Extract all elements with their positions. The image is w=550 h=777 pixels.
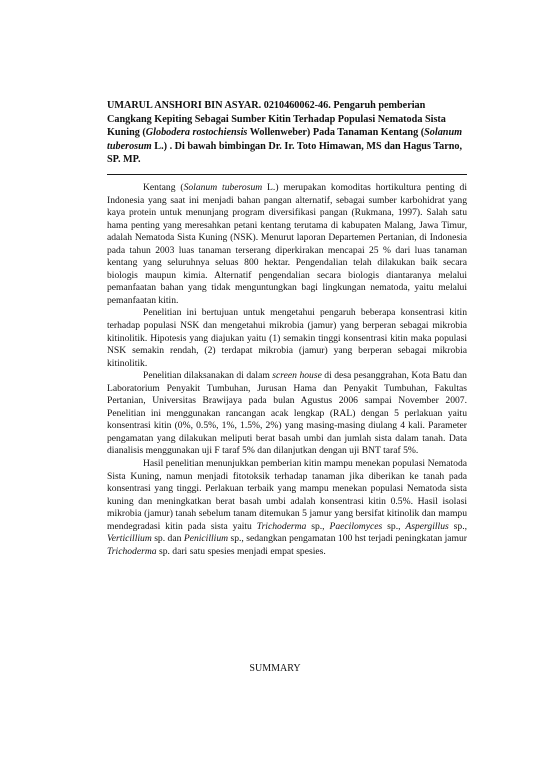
thesis-title-part: Pengaruh pemberian Cangkang Kepiting Sebagai Sumber Kitin Terhadap Populasi Nematoda Sista Kuning (	[107, 100, 446, 139]
abstract-body	[107, 182, 467, 558]
abstract-paragraph-2: Penelitian ini bertujuan untuk mengetahui pengaruh beberapa konsentrasi kitin terhadap populasi NSK dan mengetahui mikrobia (jamur) yang berperan sebagai mikrobia kitinolitik. Hipotesis yang diajukan yaitu (1) semakin tinggi konsentrasi kitin maka populasi NSK semakin rendah, (2) terdapat mikrobia (jamur) yang berperan sebagai mikrobia kitinolitik.	[107, 307, 467, 369]
thesis-title-part: L.) . Di bawah bimbingan Dr. Ir. Toto Himawan, MS dan Hagus Tarno, SP. MP.	[107, 140, 463, 166]
species-name: Paecilomyces	[329, 520, 383, 532]
species-name: Globodera rostochiensis	[145, 127, 248, 139]
abstract-header	[107, 99, 467, 167]
abstract-paragraph-4	[107, 458, 467, 558]
abstract-paragraph-1	[107, 182, 467, 307]
text-run: Hasil penelitian menunjukkan pemberian kitin mampu menekan populasi Nematoda Sista Kuning, namun menjadi fitotoksik terhadap tanaman jika diberikan ke tanah pada konsentrasi yang tinggi. Perlakuan terbaik yang mampu menekan populasi Nematoda sista kuning dan meningkatkan berat basah umbi adalah konsentrasi kitin 0.5%. Hasil isolasi mikrobia (jamur) tanah sebelum tanam ditemukan 5 jamur yang bersifat kitinolik dan mampu mendegradasi kitin pada sista yaitu	[107, 458, 467, 532]
text-run: sp., sedangkan pengamatan 100 hst terjadi peningkatan jamur	[228, 533, 467, 545]
text-run: sp. dan	[151, 533, 184, 545]
abstract-paragraph-3	[107, 370, 467, 458]
text-run: sp.,	[382, 520, 406, 532]
text-run: L.) merupakan komoditas hortikultura penting di Indonesia yang saat ini menjadi bahan pangan alternatif, sebagai sumber karbohidrat yang kaya protein untuk menunjang program diversifikasi pangan (Rukmana, 1997). Salah satu hama penting yang meresahkan petani kentang terutama di kabupaten Malang, Jawa Timur, adalah Nematoda Sista Kuning (NSK). Menurut laporan Departemen Pertanian, di Indonesia pada tahun 2003 luas tanaman terserang diperkirakan mencapai 25 % dari luas tanaman kentang yang seluruhnya seluas 800 hektar. Pengendalian telah dilakukan baik secara biologis maupun kimia. Alternatif pengendalian secara biologis diantaranya melalui pemanfaatan bahan yang tidak menguntungkan bagi lingkungan nematoda, yaitu melalui pemanfaatan kitin.	[107, 181, 467, 306]
species-name: Trichoderma	[256, 520, 307, 532]
species-name: Solanum tuberosum	[107, 127, 463, 152]
text-run: di desa pesanggrahan, Kota Batu dan Laboratorium Penyakit Tumbuhan, Jurusan Hama dan Penyakit Tumbuhan, Fakultas Pertanian, Universitas Brawijaya pada bulan Agustus 2006 sampai November 2007. Penelitian ini menggunakan rancangan acak lengkap (RAL) dengan 5 perlakuan yaitu konsentrasi kitin (0%, 0.5%, 1%, 1.5%, 2%) yang masing-masing diulang 4 kali. Parameter pengamatan yang dilakukan meliputi berat basah umbi dan jumlah sista dalam tanah. Data dianalisis menggunakan uji F taraf 5% dan dilanjutkan dengan uji BNT taraf 5%.	[107, 370, 467, 457]
summary-heading: SUMMARY	[249, 663, 301, 674]
species-name: Solanum tuberosum	[183, 181, 263, 193]
species-name: Trichoderma	[107, 545, 157, 557]
species-name: Aspergillus	[405, 520, 449, 532]
text-run: Kentang (	[143, 181, 184, 193]
author-name: UMARUL ANSHORI BIN ASYAR.	[107, 100, 262, 111]
text-run: sp.,	[448, 520, 468, 532]
species-name: Penicillium	[183, 533, 229, 545]
species-name: Verticillium	[107, 533, 152, 545]
emphasis-text: screen house	[272, 370, 322, 382]
student-id: 0210460062-46.	[263, 100, 331, 111]
text-run: sp.,	[306, 520, 330, 532]
text-run: sp. dari satu spesies menjadi empat spesies.	[156, 545, 326, 557]
document-page	[107, 99, 467, 558]
thesis-title-part: Wollenweber) Pada Tanaman Kentang (	[247, 127, 425, 139]
text-run: Penelitian dilaksanakan di dalam	[143, 370, 273, 382]
header-divider	[107, 174, 467, 175]
